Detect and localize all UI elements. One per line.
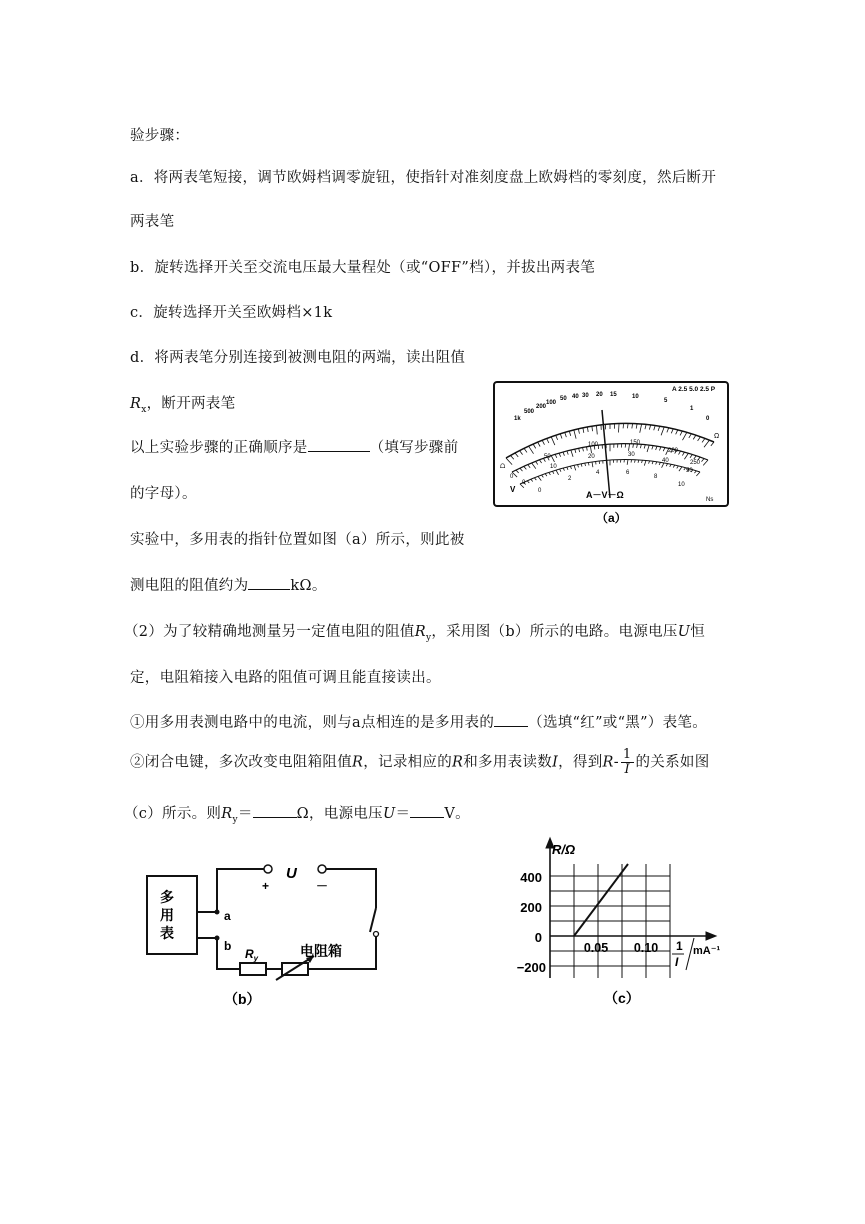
question-graph [130, 748, 710, 777]
dc-symbol: ⩍ [500, 461, 506, 470]
text-span: ＝ [237, 806, 253, 822]
x-label-den: I [675, 955, 679, 969]
graph-line [574, 864, 628, 936]
fraction-num: 1 [622, 747, 632, 762]
v-symbol: V [510, 485, 516, 494]
var-u: U [382, 806, 396, 822]
ry-var: R [245, 947, 254, 961]
dial-corner-label: Ns [706, 497, 714, 503]
node-b [215, 936, 220, 941]
fraction-den: I [624, 762, 630, 777]
tick-label: 50 [686, 468, 693, 474]
var-r: R [414, 624, 426, 640]
text-span: 和多用表读数 [463, 754, 553, 771]
graph-grid [546, 838, 716, 978]
meter-label: 表 [160, 925, 174, 941]
tick-label: 50 [560, 396, 567, 402]
text-span: （c）所示。则 [124, 806, 222, 822]
answer-blank-order[interactable] [308, 439, 370, 452]
label-a: a [224, 909, 231, 923]
y-tick-label: 200 [520, 900, 542, 915]
node-a [215, 910, 220, 915]
var-i: I [552, 754, 559, 771]
dash: - [613, 754, 619, 771]
x-unit: mA⁻¹ [693, 945, 721, 957]
tick-label: 20 [588, 454, 595, 460]
answer-blank-u[interactable] [410, 805, 444, 818]
x-tick-label: 0.10 [633, 941, 659, 955]
ohm-symbol: Ω [714, 433, 720, 440]
tick-label: 40 [662, 458, 669, 464]
terminal-plus [264, 865, 272, 873]
question-reading: 实验中，多用表的指针位置如图（a）所示，则此被 [130, 532, 465, 548]
tick-label: 10 [550, 464, 557, 470]
question-reading-cont [130, 574, 327, 595]
tick-label: 150 [630, 440, 641, 446]
tick-label: 200 [536, 404, 547, 410]
var-sub: y [425, 632, 432, 643]
wire-top-left [197, 869, 264, 912]
step-b: b．旋转选择开关至交流电压最大量程处（或“OFF”档），并拔出两表笔 [130, 260, 596, 276]
tick-label: 4 [596, 470, 600, 476]
tick-label: 5 [664, 398, 668, 404]
part-2 [124, 620, 705, 643]
tick-label: 500 [524, 409, 535, 415]
y-tick-label: 0 [534, 930, 542, 945]
resistor-ry [240, 963, 266, 975]
question-order-cont: 的字母）。 [130, 486, 197, 502]
var-sub: y [232, 814, 238, 825]
tick-label: 1 [690, 406, 694, 412]
figure-c-graph [504, 836, 736, 1016]
dial-tick [631, 460, 632, 463]
text-span: 以上实验步骤的正确顺序是 [130, 440, 308, 456]
tick-label: 2 [568, 476, 572, 482]
tick-label: 30 [628, 452, 635, 458]
data-line [574, 864, 628, 936]
var-r: R [452, 754, 464, 771]
wire-bottom-left [197, 938, 240, 969]
step-c: c．旋转选择开关至欧姆档×1k [130, 305, 333, 321]
var-sub: x [141, 404, 147, 415]
step-a: a．将两表笔短接，调节欧姆档调零旋钮，使指针对准刻度盘上欧姆档的零刻度，然后断开 [130, 170, 717, 186]
text-span: ＝ [395, 806, 411, 822]
tick-label: 0 [706, 416, 710, 422]
tick-label: 20 [596, 392, 603, 398]
var-r: R [602, 754, 614, 771]
text-span: ，记录相应的 [363, 754, 453, 771]
step-heading: 验步骤： [130, 128, 190, 144]
tick-label: 30 [582, 393, 589, 399]
minus-sign: － [316, 879, 329, 893]
text-span: ，得到 [558, 754, 603, 771]
text-span: 测电阻的阻值约为 [130, 578, 249, 594]
dial-range-label: A 2.5 5.0 2.5 P [672, 386, 716, 393]
y-tick-label: 400 [520, 870, 542, 885]
tick-label: 8 [654, 474, 658, 480]
plus-sign: + [262, 879, 270, 893]
text-span: （2）为了较精确地测量另一定值电阻的阻值 [124, 624, 415, 640]
text-span: 恒 [690, 624, 706, 640]
ry-label [245, 947, 259, 963]
terminal-minus [318, 865, 326, 873]
question-values [124, 802, 470, 825]
figure-a-caption: （a） [596, 511, 627, 525]
resistance-box-label: 电阻箱 [300, 943, 342, 959]
wire-top-right [326, 869, 376, 908]
y-axis-label: R/Ω [552, 842, 576, 857]
answer-blank-ry[interactable] [253, 805, 297, 818]
text-span: V。 [444, 806, 470, 822]
step-d-cont [130, 392, 235, 415]
tick-label: 100 [588, 442, 599, 448]
fraction-one-over-i [621, 748, 634, 777]
step-a-cont: 两表笔 [130, 214, 175, 230]
tick-label: 6 [626, 470, 630, 476]
tick-label: 100 [546, 400, 557, 406]
question-order [130, 436, 458, 457]
x-tick-label: 0.05 [583, 941, 609, 955]
tick-label: 200 [668, 448, 679, 454]
dial-tick [618, 424, 619, 433]
var-r: R [352, 754, 364, 771]
text-span: Ω，电源电压 [296, 806, 383, 822]
tick-label: 15 [610, 392, 617, 398]
tick-label: 10 [632, 394, 639, 400]
var-r: R [130, 396, 142, 412]
text-span: ，采用图（b）所示的电路。电源电压 [431, 624, 678, 640]
label-b: b [224, 939, 232, 953]
dial-mode-label: A－V－Ω [586, 490, 624, 500]
text-span: 的关系如图 [635, 754, 710, 771]
text-span: ①用多用表测电路中的电流，则与a点相连的是多用表的 [130, 715, 495, 731]
figure-b-circuit [140, 852, 390, 1010]
figure-a-multimeter-dial [492, 380, 732, 528]
y-tick-label: −200 [516, 960, 546, 975]
x-axis-arrow [706, 932, 716, 940]
tick-label: 50 [544, 454, 551, 460]
switch-blade [370, 908, 376, 932]
tick-label: 250 [690, 460, 701, 466]
voltage-label: U [286, 865, 297, 882]
figure-b-caption: （b） [224, 991, 261, 1007]
text-span: （选填“红”或“黑”）表笔。 [528, 715, 708, 731]
text-span: ，断开两表笔 [146, 396, 236, 412]
meter-label: 多 [160, 889, 174, 905]
ry-sub: y [253, 954, 259, 963]
meter-label: 用 [160, 907, 174, 923]
answer-blank-resistance[interactable] [248, 577, 290, 590]
tick-label: 0 [510, 474, 514, 480]
answer-blank-probe[interactable] [494, 714, 528, 727]
text-span: kΩ。 [290, 578, 327, 594]
tick-label: 1k [514, 416, 521, 422]
var-u: U [677, 624, 691, 640]
part-2-cont: 定，电阻箱接入电路的阻值可调且能直接读出。 [130, 670, 441, 686]
figure-c-caption: （c） [604, 990, 640, 1006]
switch-contact [374, 932, 379, 937]
var-r: R [221, 806, 233, 822]
tick-label: 10 [678, 482, 685, 488]
text-span: ②闭合电键，多次改变电阻箱阻值 [130, 754, 352, 771]
x-label-num: 1 [676, 939, 683, 953]
tick-label: 0 [522, 480, 526, 486]
tick-label: 40 [572, 394, 579, 400]
text-span: （填写步骤前 [369, 440, 459, 456]
question-probe [130, 711, 707, 732]
tick-label: 0 [538, 488, 542, 494]
step-d: d．将两表笔分别连接到被测电阻的两端，读出阻值 [130, 350, 466, 366]
